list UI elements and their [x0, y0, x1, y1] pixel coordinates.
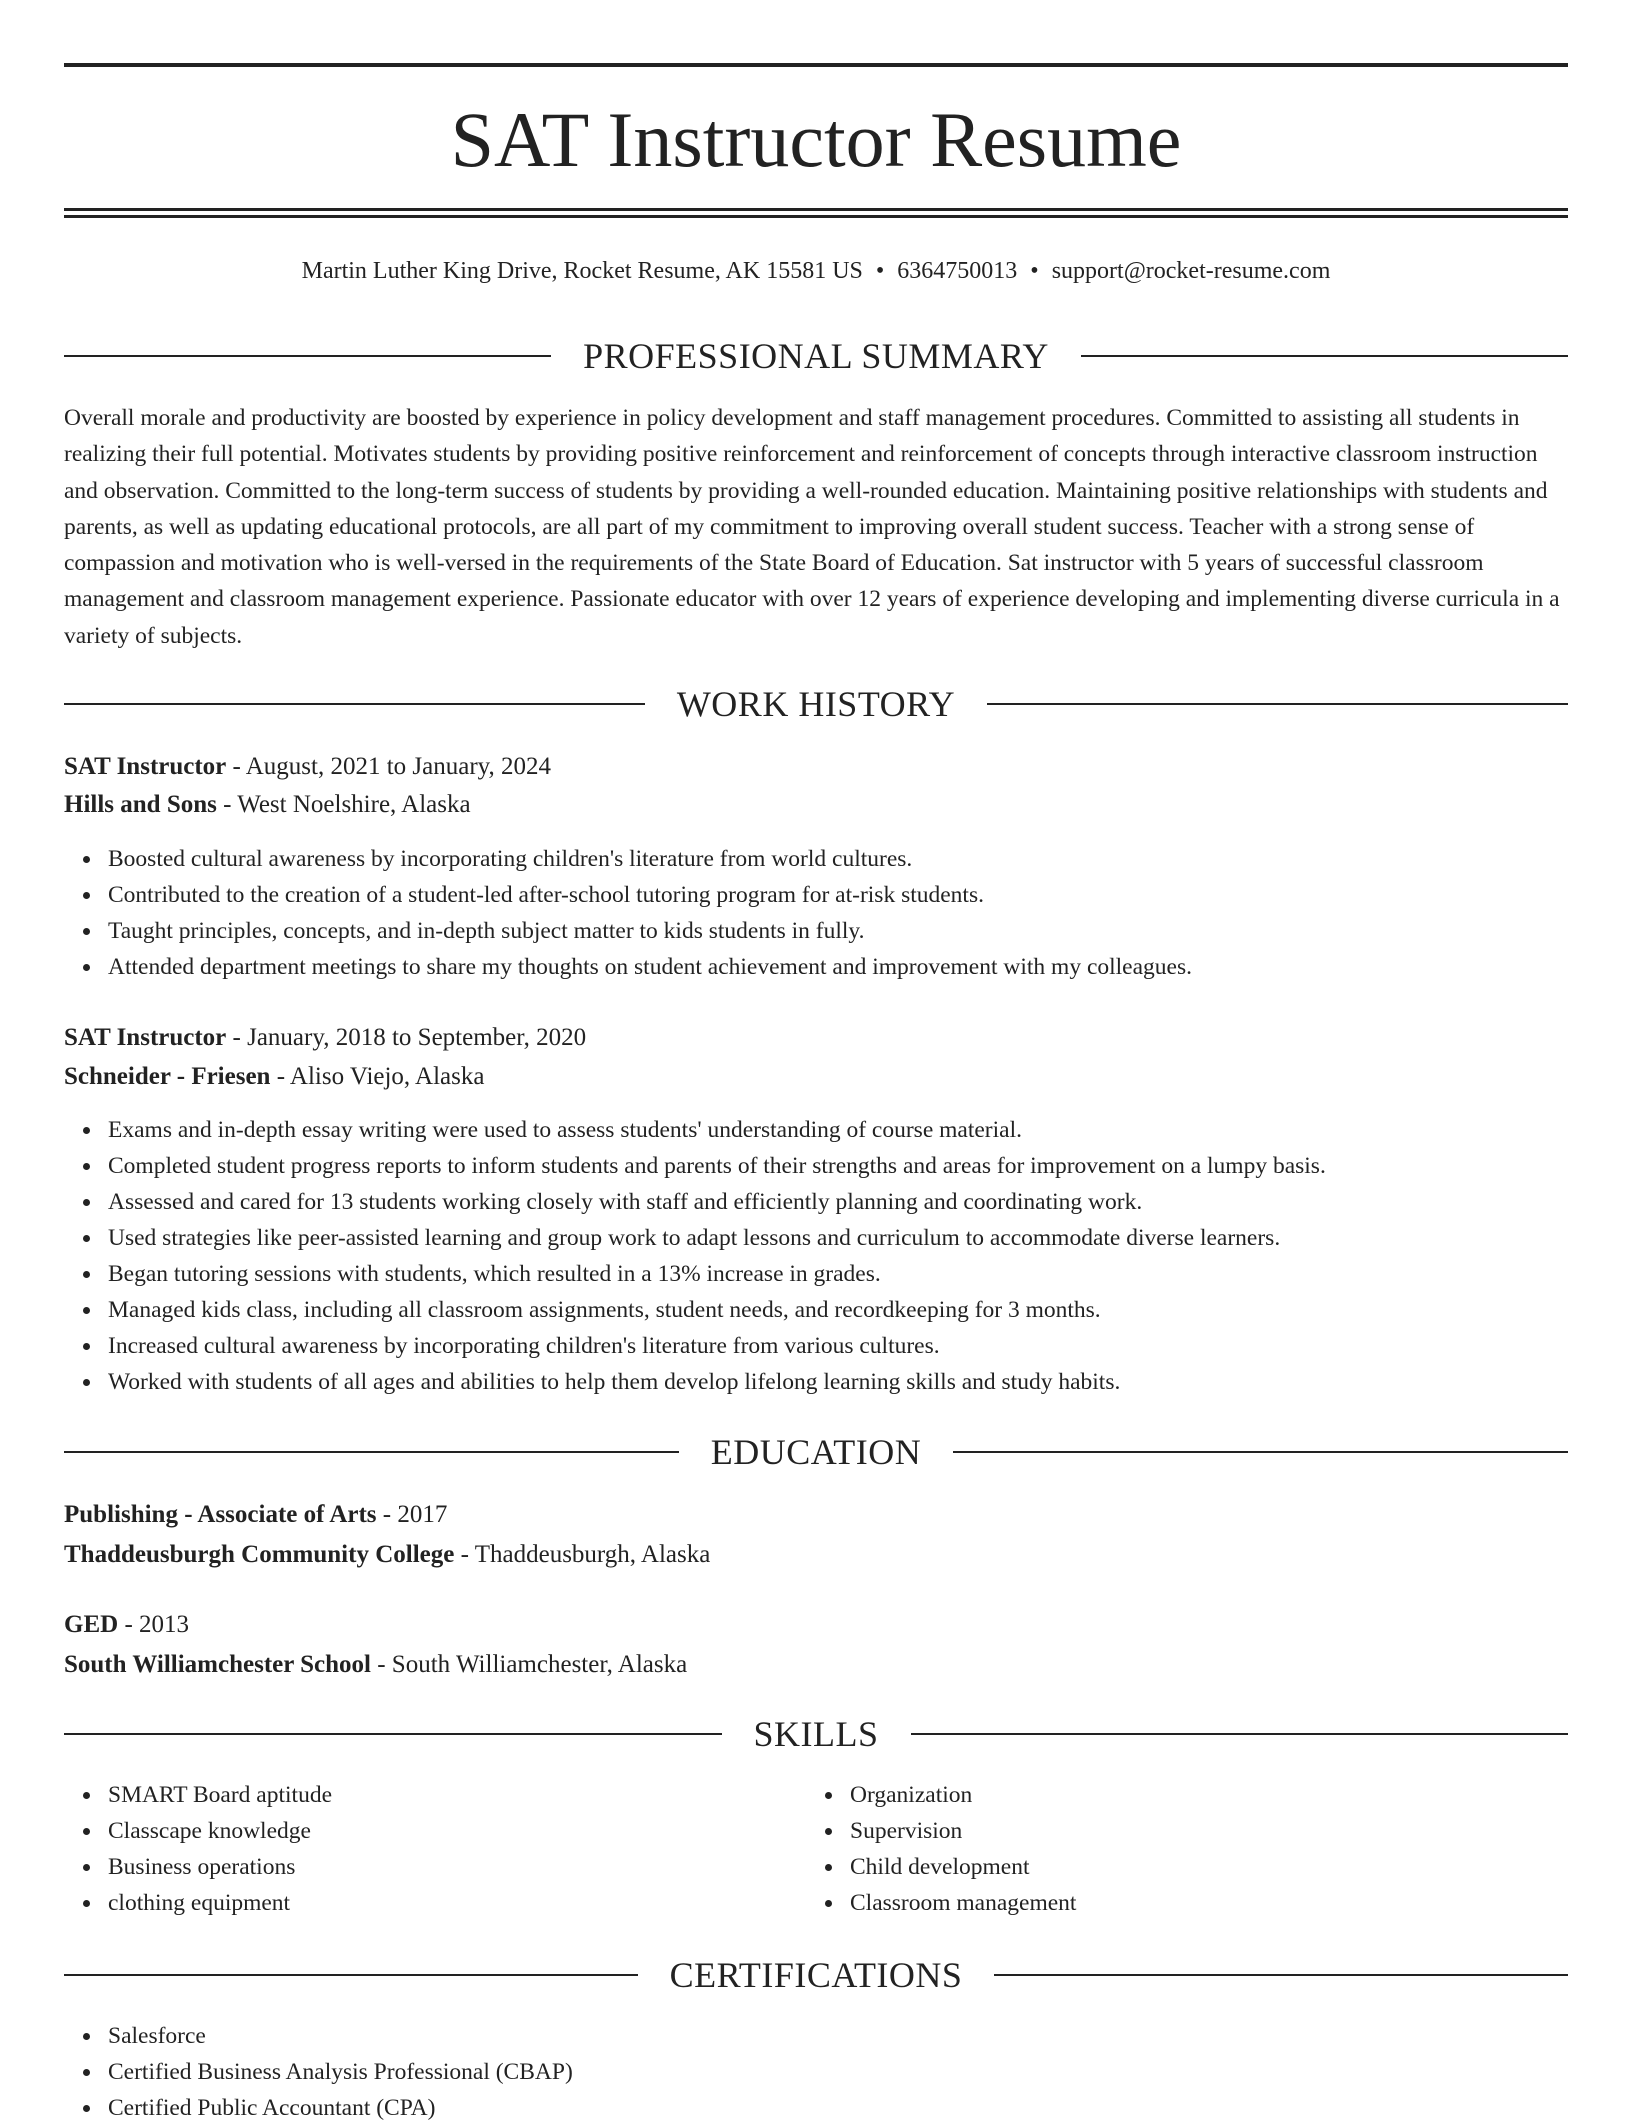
section-heading-certifications — [64, 1955, 1568, 1995]
contact-phone: 6364750013 — [897, 258, 1018, 284]
divider-line — [64, 1974, 638, 1976]
school-line — [64, 1646, 1568, 1684]
title-double-rule — [64, 208, 1568, 218]
job-bullet-list — [64, 841, 1568, 985]
divider-line — [994, 1974, 1568, 1976]
list-item: Contributed to the creation of a student-led after-school tutoring program for at-risk students. — [108, 877, 1568, 913]
job-location: - Aliso Viejo, Alaska — [270, 1063, 485, 1090]
job-company-line — [64, 786, 1568, 824]
list-item: clothing equipment — [108, 1885, 808, 1921]
school-location: - Thaddeusburgh, Alaska — [454, 1541, 711, 1568]
contact-separator: • — [875, 258, 885, 284]
list-item: Child development — [850, 1849, 1550, 1885]
list-item: Completed student progress reports to inform students and parents of their strengths and areas for improvement on a lumpy basis. — [108, 1148, 1568, 1184]
degree-line — [64, 1606, 1568, 1644]
divider-line — [987, 703, 1568, 705]
section-heading-skills — [64, 1714, 1568, 1754]
job-title: SAT Instructor — [64, 753, 227, 780]
list-item: Classroom management — [850, 1885, 1550, 1921]
certifications-list — [64, 2018, 1568, 2126]
list-item: Worked with students of all ages and abilities to help them develop lifelong learning skills and study habits. — [108, 1364, 1568, 1400]
job-dates: - January, 2018 to September, 2020 — [226, 1024, 587, 1051]
summary-paragraph: Overall morale and productivity are boosted by experience in policy development and staff management procedures. Committed to assisting all students in realizing their full potential. Motivates students by providing positive reinforcement and reinforcement of concepts through interactive classroom instruction and observation. Committed to the long-term success of students by providing a well-rounded education. Maintaining positive relationships with students and parents, as well as updating educational protocols, are all part of my commitment to improving overall student success. Teacher with a strong sense of compassion and motivation who is well-versed in the requirements of the State Board of Education. Sat instructor with 5 years of successful classroom management and classroom management experience. Passionate educator with over 12 years of experience developing and implementing diverse curricula in a variety of subjects. — [64, 405, 1560, 649]
degree-year: - 2013 — [118, 1611, 190, 1638]
degree-line — [64, 1496, 1568, 1534]
job-title-line — [64, 1019, 1568, 1057]
contact-line — [64, 254, 1568, 288]
job-company: Schneider - Friesen — [64, 1063, 271, 1090]
degree: Publishing - Associate of Arts — [64, 1501, 377, 1528]
list-item: Classcape knowledge — [108, 1813, 808, 1849]
job-company: Hills and Sons — [64, 791, 217, 818]
list-item: Began tutoring sessions with students, which resulted in a 13% increase in grades. — [108, 1256, 1568, 1292]
list-item: Certified Public Accountant (CPA) — [108, 2090, 1568, 2126]
section-title: CERTIFICATIONS — [669, 1955, 963, 1995]
divider-line — [911, 1733, 1569, 1735]
list-item: Increased cultural awareness by incorporating children's literature from various cultures. — [108, 1328, 1568, 1364]
school-name: South Williamchester School — [64, 1651, 371, 1678]
section-title: PROFESSIONAL SUMMARY — [583, 336, 1049, 376]
divider-line — [64, 355, 551, 357]
list-item: SMART Board aptitude — [108, 1777, 808, 1813]
list-item: Boosted cultural awareness by incorporating children's literature from world cultures. — [108, 841, 1568, 877]
section-title: SKILLS — [753, 1714, 879, 1754]
divider-line — [1081, 355, 1568, 357]
job-location: - West Noelshire, Alaska — [216, 791, 471, 818]
section-title: EDUCATION — [710, 1432, 922, 1472]
list-item: Salesforce — [108, 2018, 1568, 2054]
list-item: Managed kids class, including all classroom assignments, student needs, and recordkeeping for 3 months. — [108, 1292, 1568, 1328]
job-company-line — [64, 1058, 1568, 1096]
list-item: Used strategies like peer-assisted learning and group work to adapt lessons and curriculum to accommodate diverse learners. — [108, 1220, 1568, 1256]
section-heading-work-history — [64, 684, 1568, 724]
divider-line — [953, 1451, 1568, 1453]
school-location: - South Williamchester, Alaska — [370, 1651, 688, 1678]
job-bullet-list — [64, 1112, 1568, 1400]
degree-year: - 2017 — [376, 1501, 448, 1528]
job-title: SAT Instructor — [64, 1024, 227, 1051]
list-item: Certified Business Analysis Professional (CBAP) — [108, 2054, 1568, 2090]
school-line — [64, 1536, 1568, 1574]
skills-list-right — [806, 1777, 1550, 1921]
list-item: Business operations — [108, 1849, 808, 1885]
list-item: Supervision — [850, 1813, 1550, 1849]
section-heading-education — [64, 1432, 1568, 1472]
list-item: Attended department meetings to share my thoughts on student achievement and improvement with my colleagues. — [108, 949, 1568, 985]
contact-email: support@rocket-resume.com — [1051, 258, 1331, 284]
job-dates: - August, 2021 to January, 2024 — [226, 753, 552, 780]
list-item: Organization — [850, 1777, 1550, 1813]
contact-separator: • — [1030, 258, 1039, 284]
job-title-line — [64, 748, 1568, 786]
divider-line — [64, 1451, 679, 1453]
school-name: Thaddeusburgh Community College — [64, 1541, 455, 1568]
resume-title: SAT Instructor Resume — [450, 96, 1182, 183]
degree: GED — [64, 1611, 119, 1638]
top-rule — [64, 63, 1568, 67]
list-item: Assessed and cared for 13 students working closely with staff and efficiently planning and coordinating work. — [108, 1184, 1568, 1220]
divider-line — [64, 1733, 722, 1735]
contact-address: Martin Luther King Drive, Rocket Resume, AK 15581 US — [301, 258, 863, 284]
divider-line — [64, 703, 645, 705]
section-heading-summary — [64, 336, 1568, 376]
section-title: WORK HISTORY — [676, 684, 956, 724]
list-item: Exams and in-depth essay writing were used to assess students' understanding of course material. — [108, 1112, 1568, 1148]
list-item: Taught principles, concepts, and in-depth subject matter to kids students in fully. — [108, 913, 1568, 949]
skills-list-left — [64, 1777, 808, 1921]
